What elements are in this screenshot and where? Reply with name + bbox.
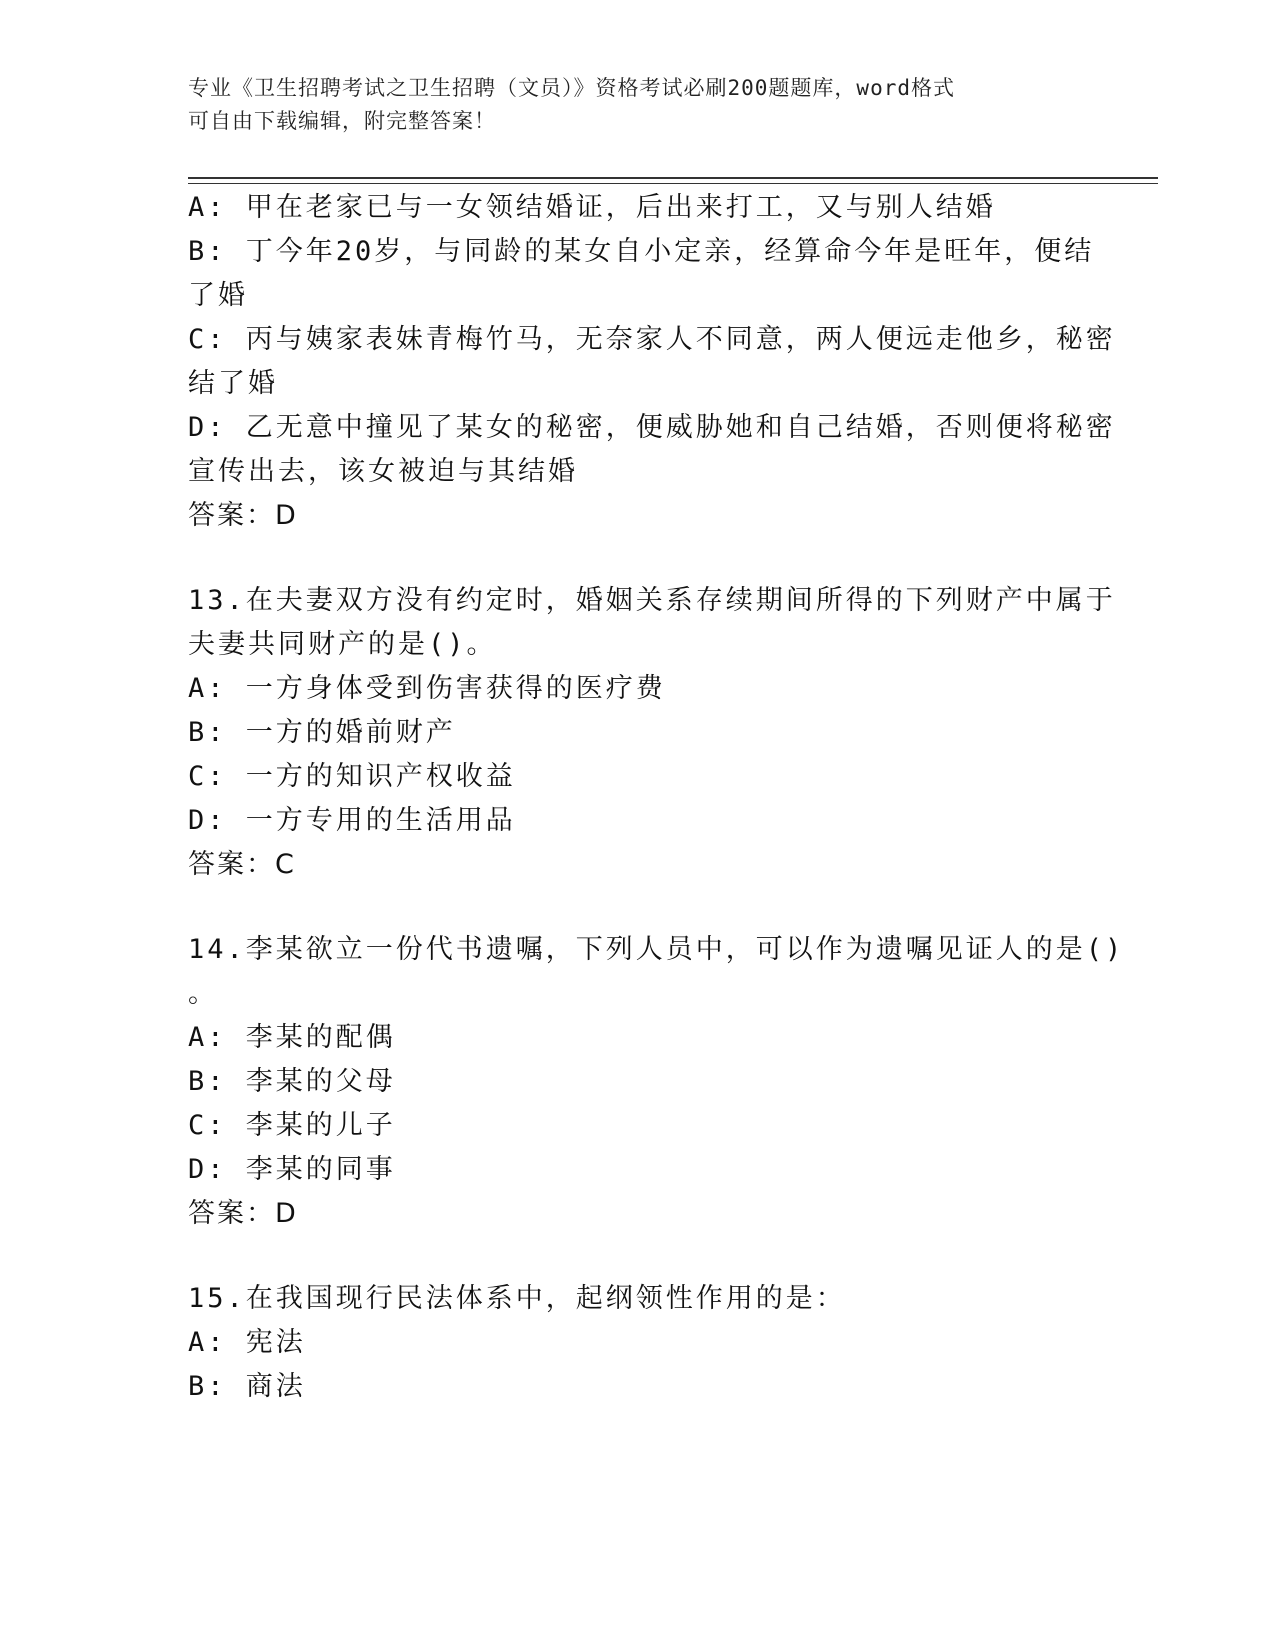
q15-option-a: A: 宪法 [188,1327,306,1358]
q14-option-b: B: 李某的父母 [188,1066,396,1097]
q14-option-c: C: 李某的儿子 [188,1110,396,1141]
q14-answer: 答案：D [188,1198,298,1229]
q15-stem-line-1: 15.在我国现行民法体系中，起纲领性作用的是： [188,1283,846,1314]
q14-option-d: D: 李某的同事 [188,1154,396,1185]
q13-option-a: A: 一方身体受到伤害获得的医疗费 [188,673,666,704]
q13-stem-line-1: 13.在夫妻双方没有约定时，婚姻关系存续期间所得的下列财产中属于 [188,585,1116,616]
q13-option-c: C: 一方的知识产权收益 [188,761,516,792]
q12-option-a: A: 甲在老家已与一女领结婚证，后出来打工，又与别人结婚 [188,192,996,223]
q12-option-b-line-2: 了婚 [188,280,248,311]
q13-option-b: B: 一方的婚前财产 [188,717,456,748]
q14-option-a: A: 李某的配偶 [188,1022,396,1053]
q14-stem-line-2: 。 [188,978,218,1009]
q12-option-b-line-1: B: 丁今年20岁，与同龄的某女自小定亲，经算命今年是旺年，便结 [188,236,1095,267]
q13-option-d: D: 一方专用的生活用品 [188,805,516,836]
q12-option-c-line-1: C: 丙与姨家表妹青梅竹马，无奈家人不同意，两人便远走他乡，秘密 [188,324,1116,355]
q14-stem-line-1: 14.李某欲立一份代书遗嘱，下列人员中，可以作为遗嘱见证人的是() [188,934,1125,965]
q12-option-d-line-2: 宣传出去，该女被迫与其结婚 [188,456,578,487]
q12-answer: 答案：D [188,500,298,531]
header-rule-thick [188,177,1158,179]
q13-stem-line-2: 夫妻共同财产的是()。 [188,629,497,660]
document-header [188,72,1068,138]
q13-answer: 答案：C [188,849,296,880]
q15-option-b: B: 商法 [188,1371,306,1402]
header-rule-thin [188,183,1158,184]
q12-option-c-line-2: 结了婚 [188,368,278,399]
q12-option-d-line-1: D: 乙无意中撞见了某女的秘密，便威胁她和自己结婚，否则便将秘密 [188,412,1116,443]
header-line-1: 专业《卫生招聘考试之卫生招聘（文员）》资格考试必刷200题题库，word格式 [188,76,955,100]
header-line-2: 可自由下载编辑，附完整答案！ [188,109,496,133]
